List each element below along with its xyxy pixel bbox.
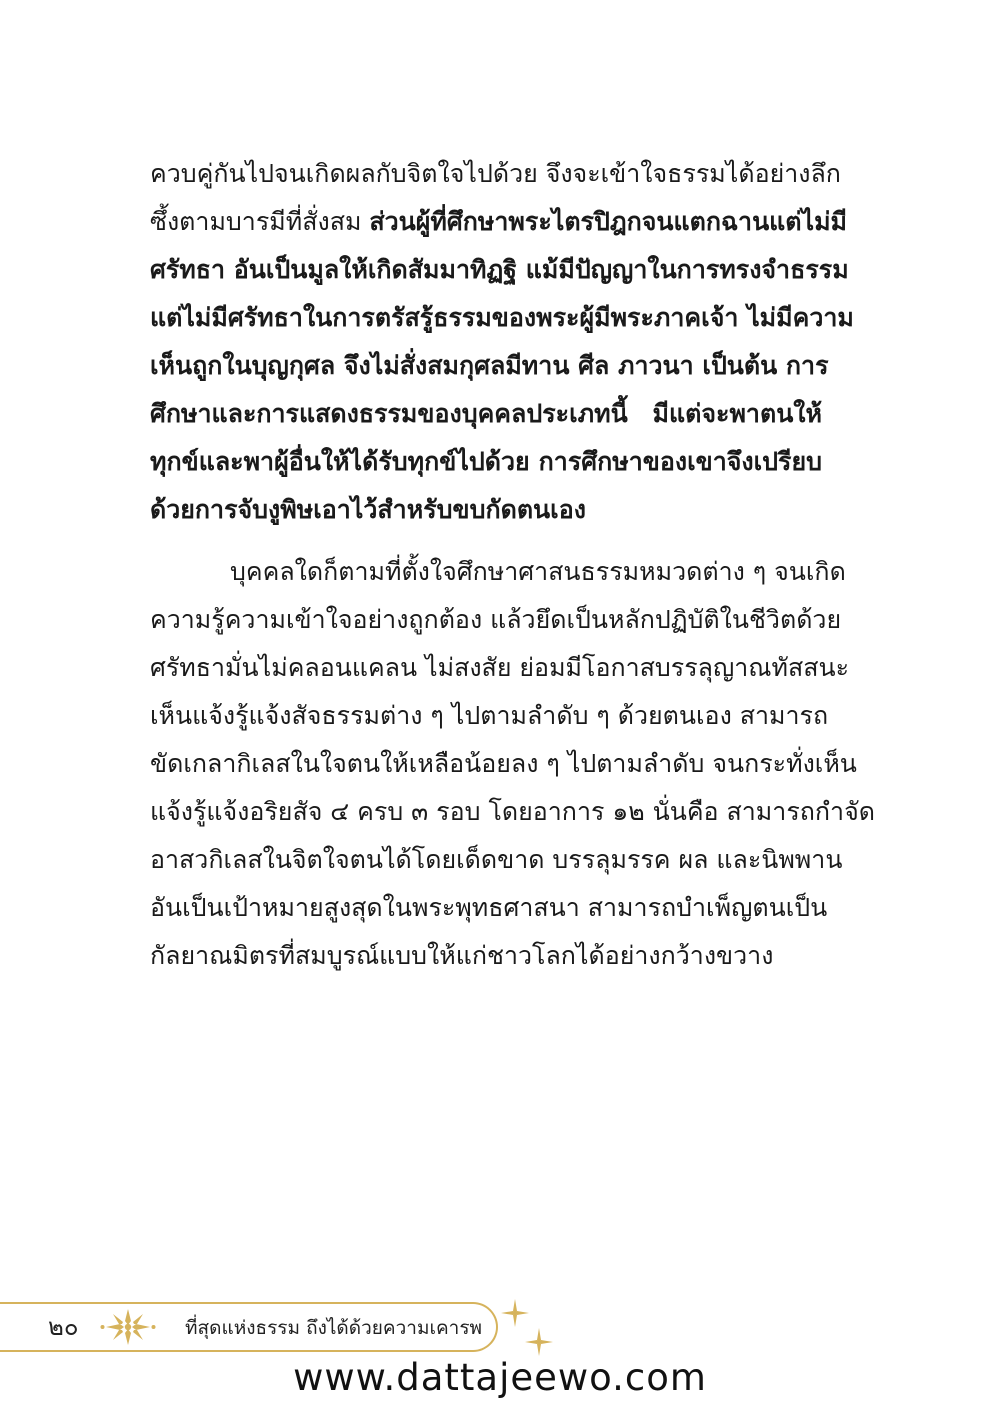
bold-text-run: ทุกข์และพาผู้อื่นให้ได้รับทุกข์ไปด้วย การศึกษาของเขาจึงเปรียบ (150, 447, 822, 476)
bold-text-run: เห็นถูกในบุญกุศล จึงไม่สั่งสมกุศลมีทาน ศีล ภาวนา เป็นต้น การ (150, 351, 829, 380)
paragraph-1 (150, 150, 854, 534)
body-text (150, 150, 875, 980)
text-line (150, 294, 854, 342)
text-line (150, 342, 829, 390)
bold-text-run: ด้วยการจับงูพิษเอาไว้สำหรับขบกัดตนเอง (150, 495, 586, 524)
text-line: ขัดเกลากิเลสในใจตนให้เหลือน้อยลง ๆ ไปตามลำดับ จนกระทั่งเห็น (150, 749, 857, 778)
page-number: ๒๐ (48, 1313, 79, 1341)
text-line: ความรู้ความเข้าใจอย่างถูกต้อง แล้วยึดเป็นหลักปฏิบัติในชีวิตด้วย (150, 605, 842, 634)
text-line (150, 438, 822, 486)
bold-text-run: ส่วนผู้ที่ศึกษาพระไตรปิฎกจนแตกฉานแต่ไม่มี (369, 207, 848, 236)
text-line (150, 390, 822, 438)
bold-text-run: ศึกษาและการแสดงธรรมของบุคคลประเภทนี้ มีแต่จะพาตนให้ (150, 399, 822, 428)
bold-text-run: ศรัทธา อันเป็นมูลให้เกิดสัมมาทิฏฐิ แม้มีปัญญาในการทรงจำธรรม (150, 255, 849, 284)
text-line (150, 246, 849, 294)
text-line (150, 150, 841, 198)
running-title: ที่สุดแห่งธรรม ถึงได้ด้วยความเคารพ (185, 1317, 483, 1339)
text-line: แจ้งรู้แจ้งอริยสัจ ๔ ครบ ๓ รอบ โดยอาการ ๑๒ นั่นคือ สามารถกำจัด (150, 797, 875, 826)
text-line (150, 486, 822, 534)
text-line: อันเป็นเป้าหมายสูงสุดในพระพุทธศาสนา สามารถบำเพ็ญตนเป็น (150, 893, 828, 922)
text-run: ควบคู่กันไปจนเกิดผลกับจิตใจไปด้วย จึงจะเข้าใจธรรมได้อย่างลึก (150, 159, 841, 188)
paragraph-2 (150, 548, 875, 980)
website-url: www.dattajeewo.com (293, 1356, 707, 1399)
sparkle-icon (500, 1298, 530, 1328)
text-line: กัลยาณมิตรที่สมบูรณ์แบบให้แก่ชาวโลกได้อย่างกว้างขวาง (150, 941, 774, 970)
text-run: ซึ้งตามบารมีที่สั่งสม (150, 207, 370, 236)
floral-ornament-icon (100, 1305, 156, 1349)
text-line: ศรัทธามั่นไม่คลอนแคลน ไม่สงสัย ย่อมมีโอกาสบรรลุญาณทัสสนะ (150, 653, 849, 682)
text-line (150, 198, 848, 246)
text-line: เห็นแจ้งรู้แจ้งสัจธรรมต่าง ๆ ไปตามลำดับ ๆ ด้วยตนเอง สามารถ (150, 701, 829, 730)
bold-text-run: แต่ไม่มีศรัทธาในการตรัสรู้ธรรมของพระผู้มีพระภาคเจ้า ไม่มีความ (150, 303, 854, 332)
text-line: บุคคลใดก็ตามที่ตั้งใจศึกษาศาสนธรรมหมวดต่าง ๆ จนเกิด (230, 557, 846, 586)
text-line: อาสวกิเลสในจิตใจตนได้โดยเด็ดขาด บรรลุมรรค ผล และนิพพาน (150, 845, 843, 874)
